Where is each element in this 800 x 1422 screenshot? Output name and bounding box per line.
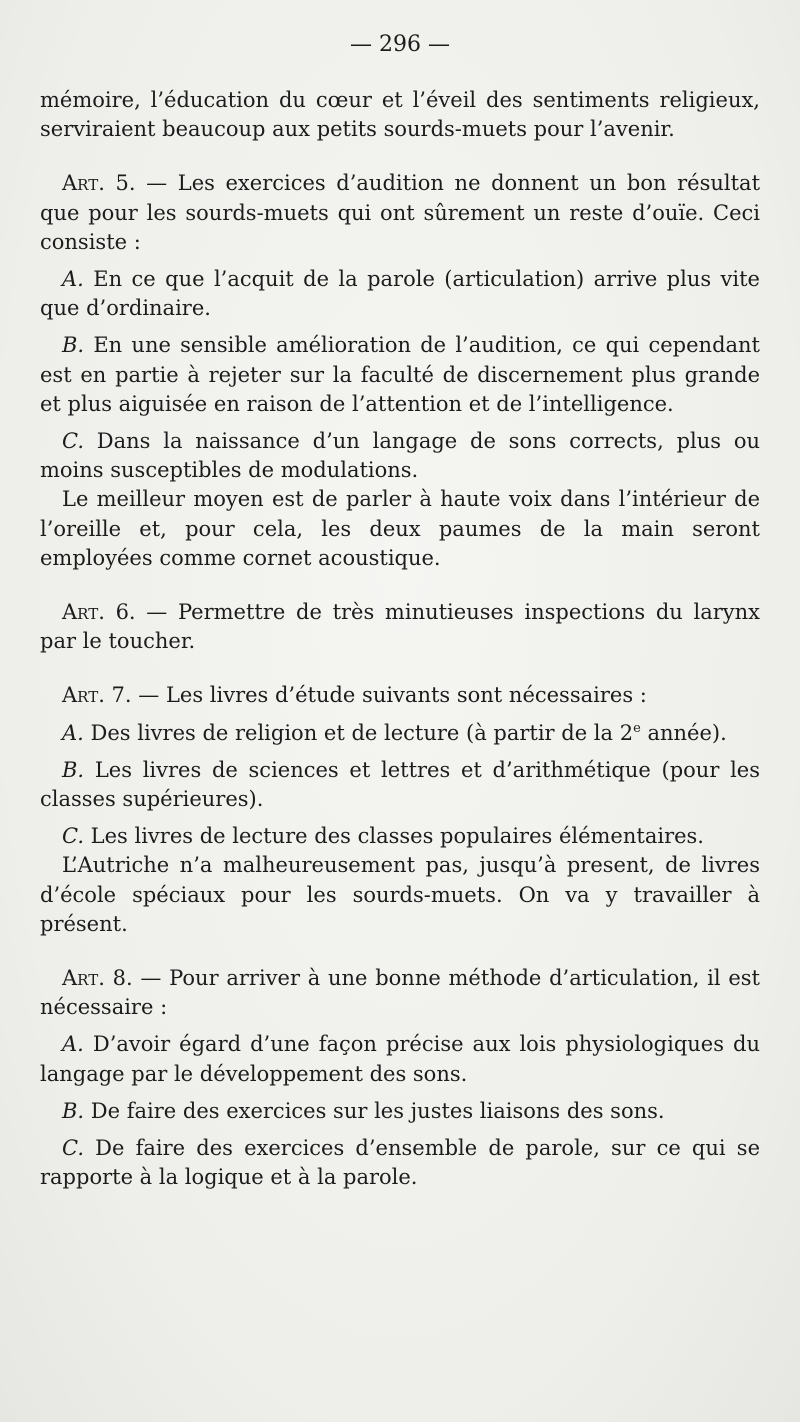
- article-7-label: Art. 7.: [62, 683, 132, 708]
- item-text: Dans la naissance d’un langage de sons corrects, plus ou moins susceptibles de modulations.: [40, 429, 760, 483]
- article-8-item-a: [40, 1030, 760, 1088]
- item-text-before: Des livres de religion et de lecture (à partir de la 2: [83, 720, 634, 745]
- article-7-item-a: [40, 719, 760, 748]
- article-8: [40, 964, 760, 1192]
- item-text: En une sensible amélioration de l’audition, ce qui cependant est en partie à rejeter sur la faculté de discernement plus grande et plus aiguisée en raison de l’attention et de l’intelligence.: [40, 333, 760, 416]
- item-text: Les livres de lecture des classes populaires élémentaires.: [84, 824, 704, 849]
- article-5-text: — Les exercices d’audition ne donnent un bon résultat que pour les sourds-muets qui ont sûrement un reste d’ouïe. Ceci consiste :: [40, 171, 761, 254]
- article-5: [40, 169, 760, 573]
- intro-paragraph: mémoire, l’éducation du cœur et l’éveil des sentiments religieux, serviraient beaucoup aux petits sourds-muets pour l’avenir.: [40, 88, 760, 142]
- item-letter: B.: [62, 333, 85, 358]
- article-8-text: — Pour arriver à une bonne méthode d’articulation, il est nécessaire :: [40, 966, 760, 1020]
- article-7: [40, 681, 760, 939]
- item-text-after: année).: [640, 720, 727, 745]
- article-8-label: Art. 8.: [62, 966, 133, 991]
- article-6: [40, 598, 760, 656]
- article-6-label: Art. 6.: [62, 600, 136, 625]
- article-5-heading: [40, 169, 760, 257]
- article-5-item-a: [40, 265, 760, 323]
- item-letter: C.: [62, 824, 84, 849]
- article-8-item-c: [40, 1134, 760, 1192]
- page-number: — 296 —: [350, 32, 450, 57]
- article-5-label: Art. 5.: [62, 171, 136, 196]
- article-7-text: — Les livres d’étude suivants sont nécessaires :: [131, 683, 647, 708]
- article-6-text: — Permettre de très minutieuses inspections du larynx par le toucher.: [40, 600, 760, 654]
- article-5-item-b: [40, 331, 760, 419]
- article-8-heading: [40, 964, 760, 1022]
- item-text: Les livres de sciences et lettres et d’arithmétique (pour les classes supérieures).: [40, 757, 760, 812]
- item-letter: B.: [62, 1098, 85, 1123]
- item-letter: A.: [62, 267, 84, 292]
- item-letter: C.: [62, 1136, 84, 1161]
- article-5-closing: Le meilleur moyen est de parler à haute voix dans l’intérieur de l’oreille et, pour cela, les deux paumes de la main seront employées comme cornet acoustique.: [40, 487, 760, 570]
- article-7-item-b: [40, 756, 760, 814]
- item-letter: A.: [62, 720, 84, 745]
- article-7-item-c: [40, 822, 760, 851]
- article-8-item-b: [40, 1097, 760, 1126]
- intro-block: [40, 86, 760, 144]
- article-7-closing: L’Autriche n’a malheureusement pas, jusqu’à present, de livres d’école spéciaux pour les sourds-muets. On va y travailler à présent.: [40, 853, 760, 936]
- article-5-item-c: [40, 427, 760, 485]
- item-letter: B.: [62, 757, 85, 782]
- article-6-heading: [40, 598, 760, 656]
- item-text: En ce que l’acquit de la parole (articulation) arrive plus vite que d’ordinaire.: [40, 267, 760, 321]
- item-text: De faire des exercices sur les justes liaisons des sons.: [84, 1098, 665, 1123]
- item-letter: C.: [62, 429, 84, 454]
- article-7-heading: [40, 681, 760, 710]
- item-letter: A.: [62, 1032, 84, 1057]
- superscript: e: [633, 720, 641, 736]
- item-text: De faire des exercices d’ensemble de parole, sur ce qui se rapporte à la logique et à la parole.: [40, 1136, 760, 1190]
- item-text: D’avoir égard d’une façon précise aux lois physiologiques du langage par le développement des sons.: [40, 1032, 760, 1086]
